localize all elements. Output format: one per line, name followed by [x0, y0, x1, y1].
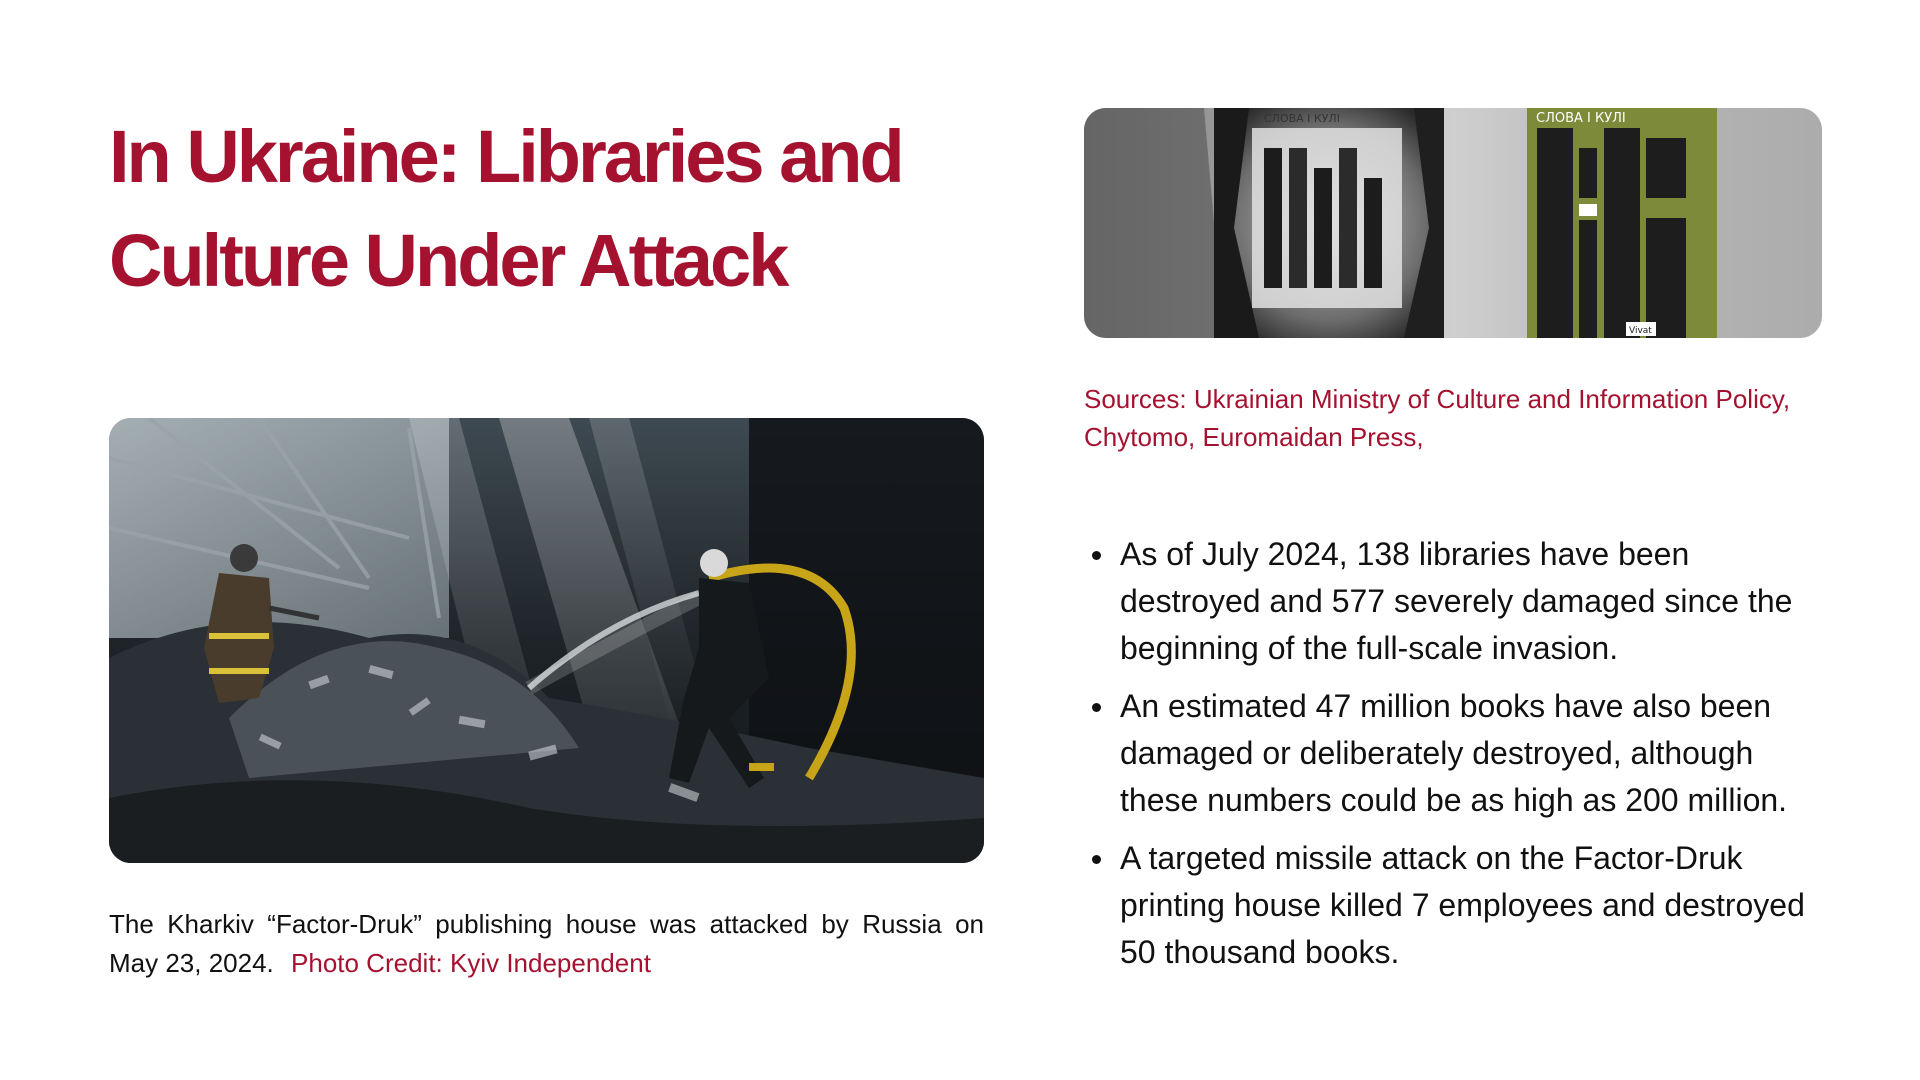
list-item-text: As of July 2024, 138 libraries have been destroyed and 577 severely damaged since the beginning of the full-scale invasion.: [1120, 536, 1793, 666]
list-item-text: A targeted missile attack on the Factor-Druk printing house killed 7 employees and destroyed 50 thousand books.: [1120, 840, 1805, 970]
sources-text: Sources: Ukrainian Ministry of Culture and Information Policy, Chytomo, Euromaidan Press,: [1084, 384, 1791, 452]
bullet-list: [1084, 531, 1824, 987]
bullet-icon: [1092, 855, 1101, 864]
list-item: [1084, 683, 1824, 824]
book-cover-photo: [1084, 108, 1822, 338]
page-title: In Ukraine: Libraries and Culture Under Attack: [109, 115, 902, 302]
book-cover-publisher-text: Vivat: [1629, 326, 1652, 336]
bullet-icon: [1092, 551, 1101, 560]
photo-caption-text: The Kharkiv “Factor-Druk” publishing house was attacked by Russia on May 23, 2024.: [109, 909, 984, 978]
fire-photo: [109, 418, 984, 863]
photo-caption: [109, 905, 984, 983]
book-cover-title-text: СЛОВА І КУЛІ: [1536, 111, 1626, 126]
bullet-icon: [1092, 703, 1101, 712]
photo-credit-link[interactable]: Photo Credit: Kyiv Independent: [291, 948, 651, 978]
list-item: [1084, 531, 1824, 672]
burned-book-title-text: СЛОВА І КУЛІ: [1264, 112, 1340, 125]
list-item: [1084, 835, 1824, 976]
list-item-text: An estimated 47 million books have also been damaged or deliberately destroyed, although these numbers could be as high as 200 million.: [1120, 688, 1788, 818]
